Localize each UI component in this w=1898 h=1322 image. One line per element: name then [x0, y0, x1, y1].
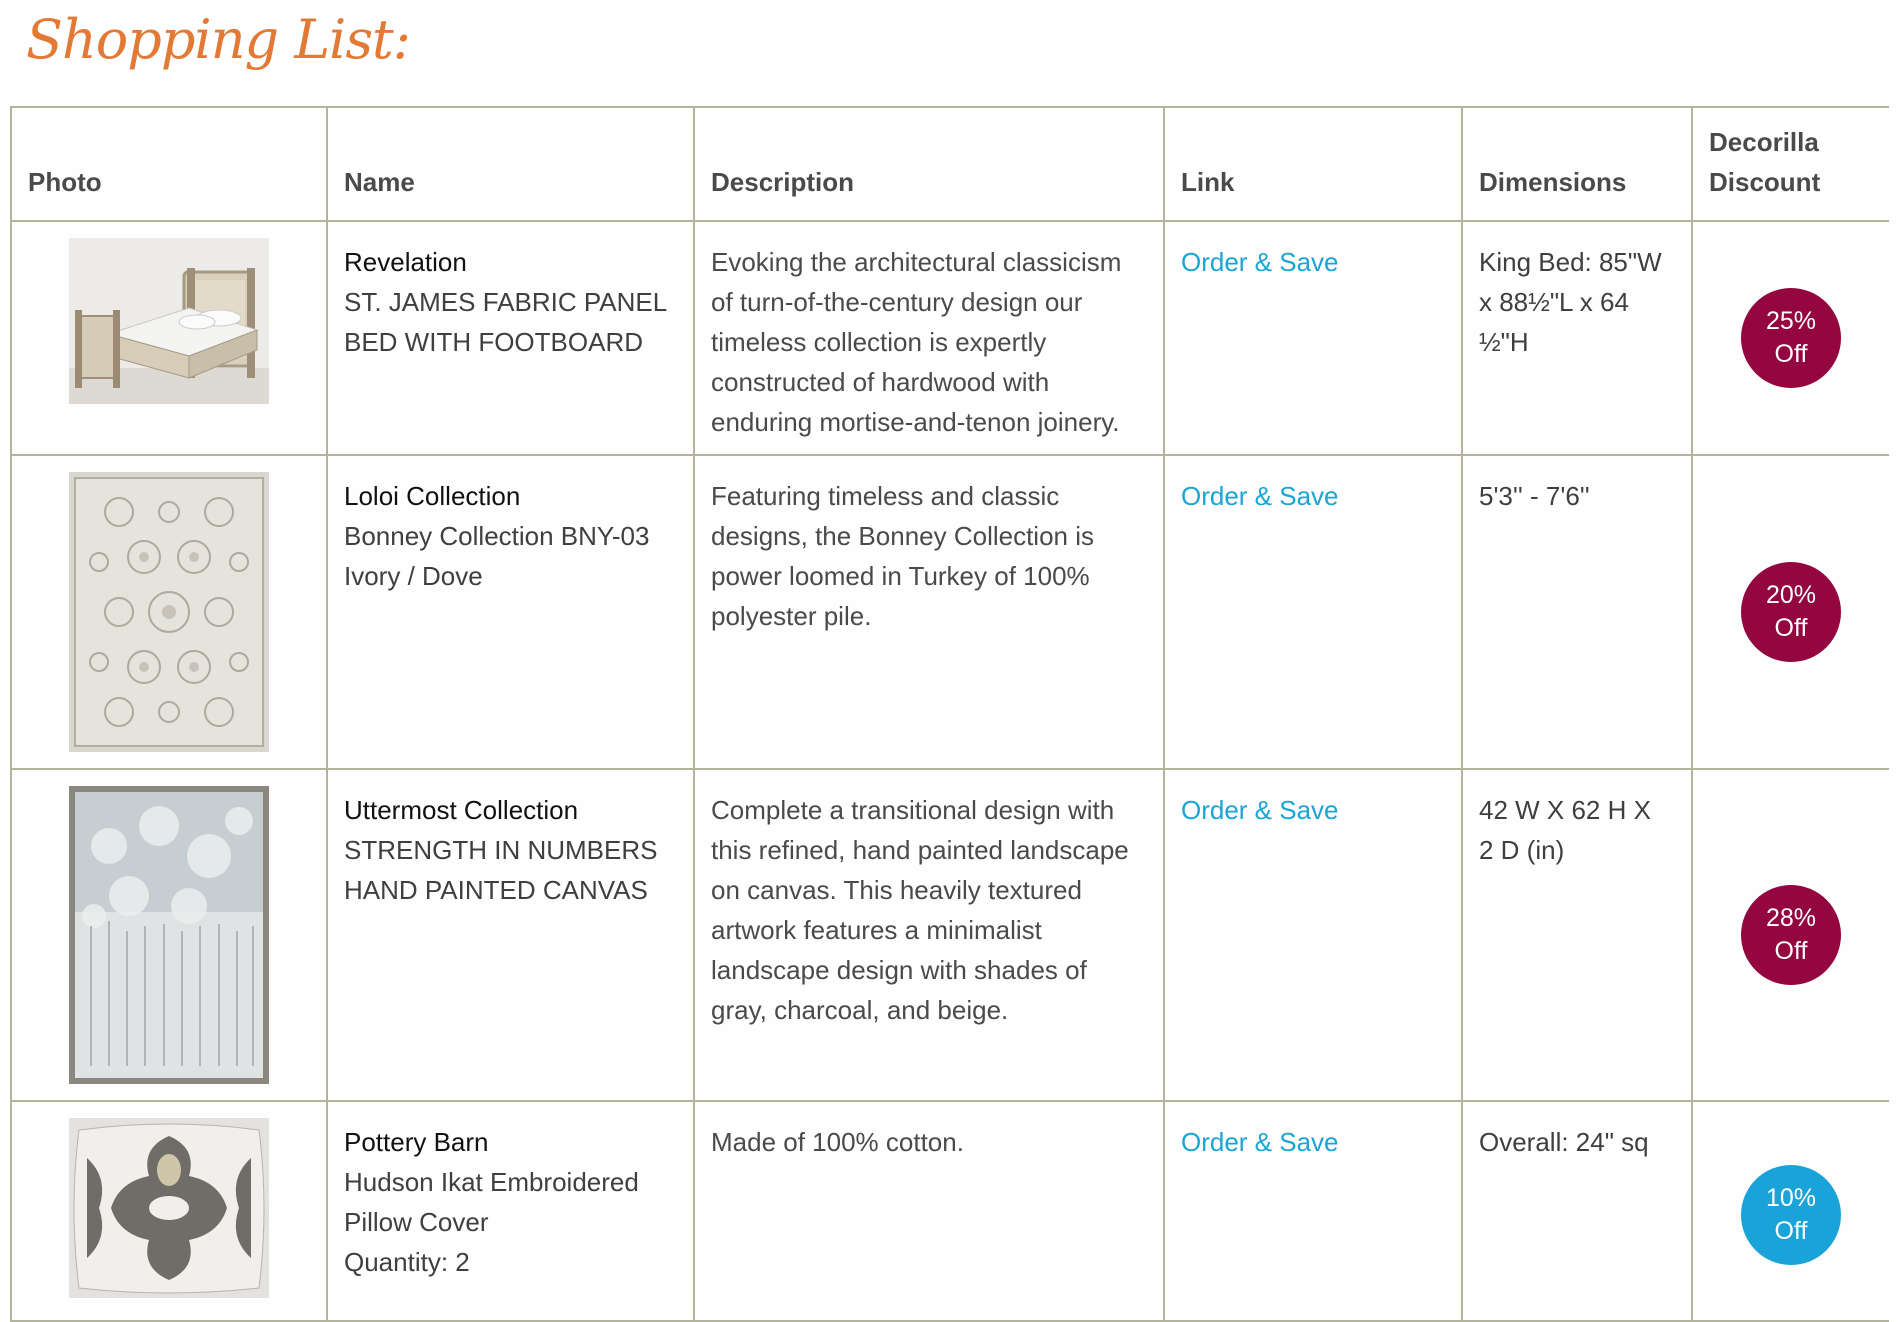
discount-badge	[1741, 562, 1841, 662]
dimension-line: Overall: 24" sq	[1479, 1127, 1649, 1157]
description-line: polyester pile.	[711, 601, 872, 631]
dimension-line: King Bed: 85"W	[1479, 247, 1662, 277]
column-header-link: Link	[1164, 107, 1462, 221]
discount-off-label: Off	[1774, 1217, 1808, 1246]
column-header-dimensions: Dimensions	[1462, 107, 1692, 221]
product-name-line: STRENGTH IN NUMBERS	[344, 835, 658, 865]
bed-image	[69, 238, 269, 404]
dimension-line: x 88½"L x 64	[1479, 287, 1629, 317]
table-row	[11, 455, 1889, 769]
pillow-image	[69, 1118, 269, 1298]
product-name-line: BED WITH FOOTBOARD	[344, 327, 643, 357]
order-save-link[interactable]: Order & Save	[1181, 481, 1339, 511]
discount-off-label: Off	[1774, 937, 1808, 965]
dimension-line: 2 D (in)	[1479, 835, 1565, 865]
order-save-link[interactable]: Order & Save	[1181, 247, 1339, 277]
shopping-list-table	[10, 106, 1889, 1322]
description-line: this refined, hand painted landscape	[711, 835, 1129, 865]
header-row	[11, 107, 1889, 221]
description-line: Featuring timeless and classic	[711, 481, 1060, 511]
description-line: artwork features a minimalist	[711, 915, 1042, 945]
column-header-discount	[1692, 107, 1889, 221]
description-line: enduring mortise-and-tenon joinery.	[711, 407, 1120, 437]
description-line: Made of 100% cotton.	[711, 1127, 964, 1157]
order-save-link[interactable]: Order & Save	[1181, 795, 1339, 825]
product-name-line: Pillow Cover	[344, 1207, 489, 1237]
product-name-line: ST. JAMES FABRIC PANEL	[344, 287, 668, 317]
description-line: power loomed in Turkey of 100%	[711, 561, 1090, 591]
description-line: constructed of hardwood with	[711, 367, 1050, 397]
description-line: Evoking the architectural classicism	[711, 247, 1122, 277]
description-line: gray, charcoal, and beige.	[711, 995, 1009, 1025]
column-header-description: Description	[694, 107, 1164, 221]
product-name-line: Ivory / Dove	[344, 561, 483, 591]
product-name-line: HAND PAINTED CANVAS	[344, 875, 648, 905]
page-title: Shopping List:	[26, 8, 410, 71]
product-brand: Loloi Collection	[344, 481, 521, 511]
order-save-link[interactable]: Order & Save	[1181, 1127, 1339, 1157]
description-line: of turn-of-the-century design our	[711, 287, 1083, 317]
discount-percent: 28%	[1765, 904, 1817, 932]
discount-header-line: Decorilla	[1709, 127, 1819, 157]
column-header-name: Name	[327, 107, 694, 221]
description-line: designs, the Bonney Collection is	[711, 521, 1095, 551]
product-brand: Pottery Barn	[344, 1127, 489, 1157]
product-name-line: Hudson Ikat Embroidered	[344, 1167, 639, 1197]
product-brand: Uttermost Collection	[344, 795, 579, 825]
discount-badge	[1741, 885, 1841, 985]
description-line: Complete a transitional design with	[711, 795, 1115, 825]
discount-percent: 10%	[1765, 1184, 1817, 1213]
dimension-line: 5'3'' - 7'6''	[1479, 481, 1590, 511]
product-name-line: Bonney Collection BNY-03	[344, 521, 650, 551]
table-row	[11, 221, 1889, 455]
description-line: landscape design with shades of	[711, 955, 1087, 985]
product-brand: Revelation	[344, 247, 467, 277]
description-line: timeless collection is expertly	[711, 327, 1047, 357]
description-line: on canvas. This heavily textured	[711, 875, 1082, 905]
discount-off-label: Off	[1774, 614, 1808, 642]
canvas-art-image	[69, 786, 269, 1084]
discount-badge	[1741, 1165, 1841, 1265]
product-name-line: Quantity: 2	[344, 1247, 470, 1277]
dimension-line: ½"H	[1479, 327, 1529, 357]
discount-percent: 25%	[1765, 307, 1817, 335]
table-row	[11, 1101, 1889, 1321]
rug-image	[69, 472, 269, 752]
discount-percent: 20%	[1765, 581, 1817, 609]
discount-badge	[1741, 288, 1841, 388]
table-row	[11, 769, 1889, 1101]
column-header-photo: Photo	[11, 107, 327, 221]
discount-header-line: Discount	[1709, 167, 1821, 197]
dimension-line: 42 W X 62 H X	[1479, 795, 1651, 825]
discount-off-label: Off	[1774, 340, 1808, 368]
